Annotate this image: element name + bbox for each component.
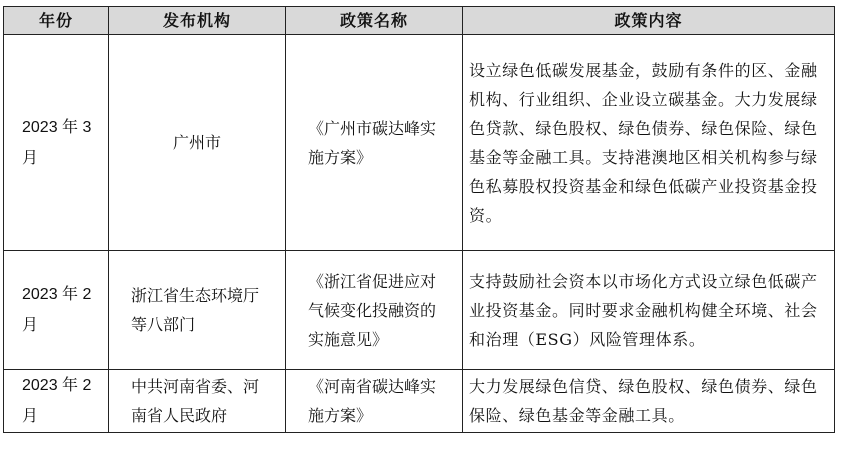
table-row bbox=[4, 35, 835, 251]
year-cell bbox=[4, 370, 109, 433]
table-row bbox=[4, 370, 835, 433]
policy-table bbox=[3, 6, 835, 433]
header-policy-content: 政策内容 bbox=[463, 7, 835, 35]
header-org: 发布机构 bbox=[109, 7, 286, 35]
policy-name-text: 《河南省碳达峰实施方案》 bbox=[308, 377, 437, 425]
policy-content-cell: 大力发展绿色信贷、绿色股权、绿色债券、绿色保险、绿色基金等金融工具。 bbox=[463, 370, 835, 433]
policy-name-text: 《广州市碳达峰实施方案》 bbox=[308, 118, 437, 167]
policy-name-text: 《浙江省促进应对气候变化投融资的实施意见》 bbox=[308, 271, 437, 349]
org-cell bbox=[109, 370, 286, 433]
policy-content-cell: 设立绿色低碳发展基金，鼓励有条件的区、金融机构、行业组织、企业设立碳基金。大力发展绿色贷款、绿色股权、绿色债券、绿色保险、绿色基金等金融工具。支持港澳地区相关机构参与绿色私募股权投资基金和绿色低碳产业投资基金投资。 bbox=[463, 35, 835, 251]
header-year: 年份 bbox=[4, 7, 109, 35]
year-cell bbox=[4, 251, 109, 370]
year-cell bbox=[4, 35, 109, 251]
year-text: 2023 年 3 月 bbox=[22, 118, 92, 167]
policy-name-cell bbox=[286, 35, 463, 251]
table-row bbox=[4, 251, 835, 370]
policy-name-cell bbox=[286, 370, 463, 433]
org-cell: 广州市 bbox=[109, 35, 286, 251]
org-text: 浙江省生态环境厅等八部门 bbox=[131, 286, 260, 334]
year-text: 2023 年 2 月 bbox=[22, 286, 92, 334]
header-policy-name: 政策名称 bbox=[286, 7, 463, 35]
policy-name-cell bbox=[286, 251, 463, 370]
header-row bbox=[4, 7, 835, 35]
org-cell bbox=[109, 251, 286, 370]
policy-content-cell: 支持鼓励社会资本以市场化方式设立绿色低碳产业投资基金。同时要求金融机构健全环境、社会和治理（ESG）风险管理体系。 bbox=[463, 251, 835, 370]
year-text: 2023 年 2 月 bbox=[22, 377, 92, 425]
org-text: 中共河南省委、河南省人民政府 bbox=[131, 377, 260, 425]
